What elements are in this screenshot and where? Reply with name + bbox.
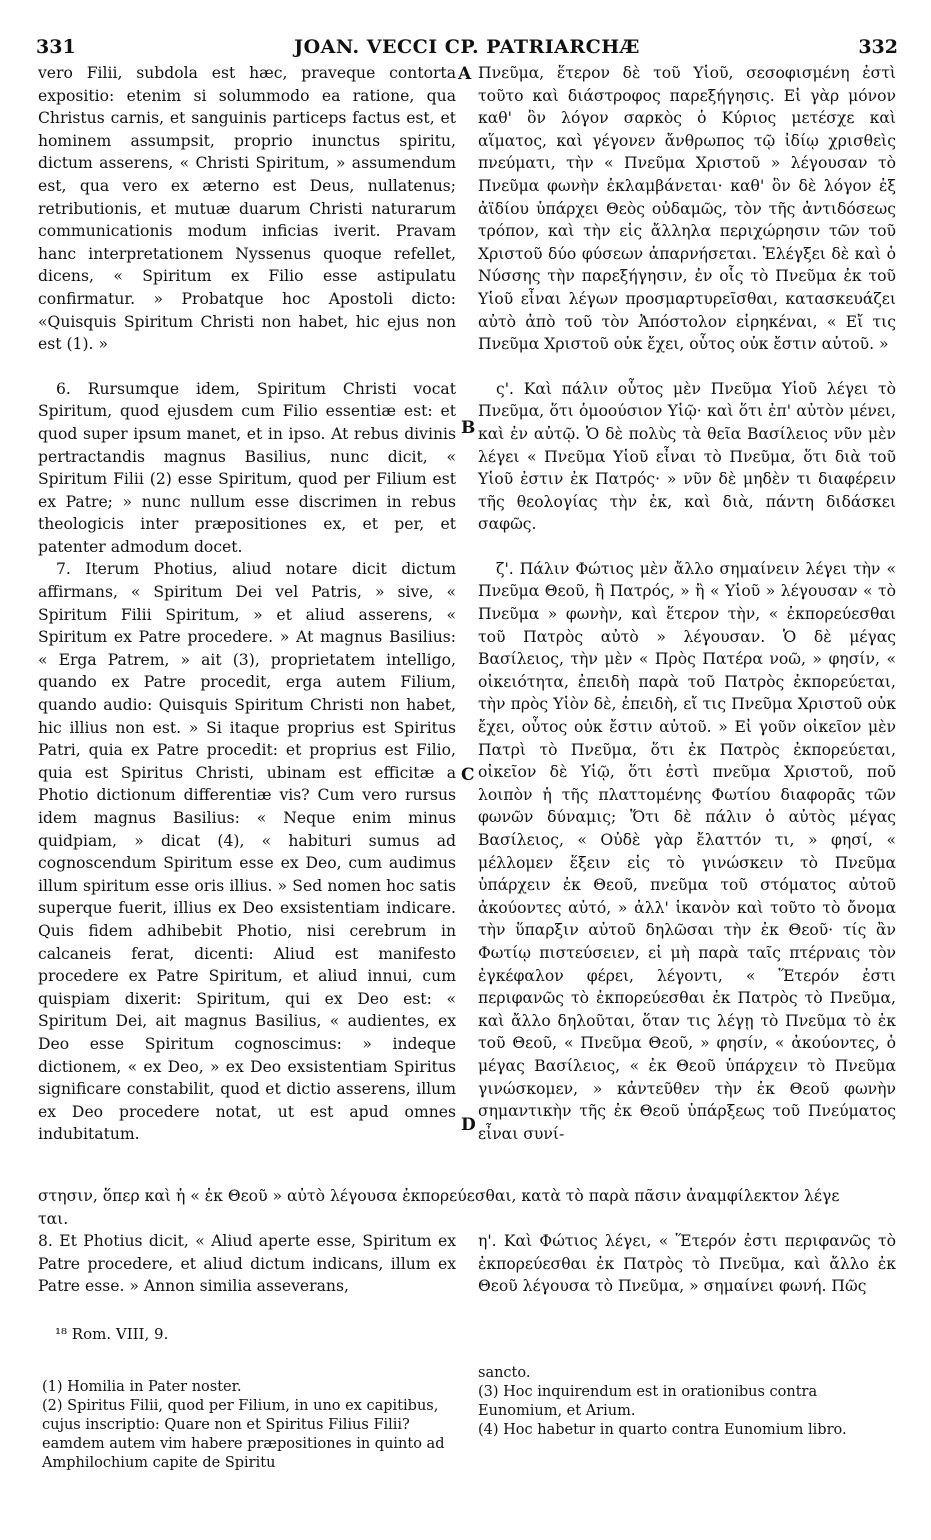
- margin-marker-a: A: [458, 64, 472, 84]
- spanning-greek-line: [38, 1185, 898, 1230]
- footnote-1: (1) Homilia in Pater noster.: [42, 1379, 242, 1395]
- latin-paragraph-8-text: 8. Et Photius dicit, « Aliud aperte esse, Spiritum ex Patre procedere, et aliud dictum indicans, illum ex Patre esse. » Annon similia asseverans,: [38, 1232, 456, 1296]
- spanning-line-2: ται.: [38, 1209, 69, 1228]
- footnote-2: (2) Spiritus Filii, quod per Filium, in uno ex capitibus, cujus inscriptio: Quare non et Spiritus Filius Filii? eamdem autem vim habere præpositiones in quinto ad Amphilochium capite de Spiritu: [42, 1398, 445, 1471]
- running-title: JOAN. VECCI CP. PATRIARCHÆ: [294, 36, 640, 58]
- margin-marker-d: D: [461, 1115, 476, 1135]
- scripture-reference: ¹⁸ Rom. VIII, 9.: [55, 1325, 169, 1343]
- margin-marker-b: B: [461, 418, 476, 438]
- footnote-2-continued: sancto.: [478, 1365, 531, 1381]
- footnote-4: (4) Hoc habetur in quarto contra Eunomium libro.: [478, 1422, 847, 1438]
- greek-paragraph-7: ζ'. Πάλιν Φώτιος μὲν ἄλλο σημαίνειν λέγει τὴν « Πνεῦμα Θεοῦ, ἢ Πατρός, » ἢ « Υἱοῦ » λέγουσαν « τὸ Πνεῦμα » φωνὴν, καὶ ἕτερον τὴν, « ἐκπορεύεσθαι τοῦ Πατρὸς αὐτὸ » λέγουσαν. Ὁ δὲ μέγας Βασίλειος, τὴν μὲν « Πρὸς Πατέρα νοῶ, » φησίν, « οἰκειότητα, ἐπειδὴ παρὰ τοῦ Πατρὸς ἐκπορεύεται, τὴν πρὸς Υἱὸν δὲ, ἐπειδὴ, εἴ τις Πνεῦμα Χριστοῦ οὐκ ἔχει, οὗτος οὐκ ἔστιν αὐτοῦ. » Εἰ γοῦν οἰκεῖον μὲν Πατρὶ τὸ Πνεῦμα, ὅτι ἐκ Πατρὸς ἐκπορεύεται, οἰκεῖον δὲ Υἱῷ, ὅτι ἐστὶ πνεῦμα Χριστοῦ, ποῦ λοιπὸν ἡ τῆς πλαττομένης Φωτίου διαφορᾶς τῶν φωνῶν δύναμις; Ὅτι δὲ πάλιν ὁ αὐτὸς μέγας Βασίλειος, « Οὐδὲ γὰρ ἔλαττόν τι, » φησί, « μέλλομεν ἕξειν εἰς τὸ γινώσκειν τὸ Πνεῦμα ὑπάρχειν ἐκ Θεοῦ, πνεῦμα τοῦ στόματος αὐτοῦ ἀκούοντες αὐτό, » ἀλλ' ἱκανὸν καὶ τοῦτο τὸ ὄνομα τὴν ὕπαρξιν αὐτοῦ δηλῶσαι τὴν ἐκ Θεοῦ· τίς ἂν Φωτίῳ πιστεύσειεν, εἰ μὴ παρὰ ταῖς πτέρναις τὸν ἐγκέφαλον φέρει, λέγοντι, « Ἕτερόν ἐστι περιφανῶς τὸ ἐκπορεύεσθαι ἐκ Πατρὸς τὸ Πνεῦμα, καὶ ἄλλο δηλοῦται, ὅταν τις λέγῃ τὸ Πνεῦμα τὸ ἐκ τοῦ Θεοῦ, « Πνεῦμα Θεοῦ, » φησίν, « ἀκούοντες, ὁ μέγας Βασίλειος, « ἐκ Θεοῦ ὑπάρχειν τὸ Πνεῦμα γινώσκομεν, » κἀντεῦθεν τὴν ἐκ Θεοῦ φωνὴν σημαντικὴν τῆς ἐκ Θεοῦ ὑπάρξεως τοῦ Πνεύματος εἶναι συνί-: [478, 559, 896, 1143]
- latin-paragraph-6: 6. Rursumque idem, Spiritum Christi vocat Spiritum, quod ejusdem cum Filio essentiæ est: et quod super ipsum manet, et in ipso. At rebus divinis pertractandis magnus Basilius, nunc dicit, « Spiritum Filii (2) esse Spiritum, quod per Filium est ex Patre; » nunc nullum esse discrimen in rebus theologicis inter præpositiones ex, et per, et patenter admodum docet.: [38, 379, 456, 556]
- latin-paragraph-7: 7. Iterum Photius, aliud notare dicit dictum affirmans, « Spiritum Dei vel Patris, » sive, « Spiritum Filii Spiritum, » et aliud asserens, « Spiritum ex Patre procedere. » At magnus Basilius: « Erga Patrem, » ait (3), proprietatem intelligo, quando ex Patre procedit, erga autem Filium, quando audio: Quisquis Spiritum Christi non habet, hic illius non est. » Si itaque proprius est Spiritus Patri, quia ex Patre procedit: et proprius est Filio, quia est Spiritus Christi, ubinam est efficitæ a Photio dictionum differentiæ vis? Cum vero rursus idem magnus Basilius: « Neque enim minus quidpiam, » dicat (4), « habituri sumus ad cognoscendum Spiritum esse ex Deo, cum audimus illum spiritum esse oris illius. » Sed nomen hoc satis superque fuerit, illius ex Deo exsistentiam indicare. Quis fidem adhibebit Photio, nisi cerebrum in calcaneis ferat, dicenti: Aliud est manifesto procedere ex Patre Spiritum, et aliud innui, cum quispiam dixerit: Spiritum, qui ex Deo est: « Spiritum Dei, ait magnus Basilius, « audientes, ex Deo esse Spiritum cognoscimus: » indeque dictionem, « ex Deo, » ex Deo exsistentiam Spiritus significare constabilit, quod et dictio asserens, illum ex Deo procedere notat, ut est apud omnes indubitatum.: [38, 560, 456, 1144]
- margin-marker-c: C: [461, 765, 475, 785]
- greek-paragraph-5: Πνεῦμα, ἕτερον δὲ τοῦ Υἱοῦ, σεσοφισμένη ἐστὶ τοῦτο καὶ διάστροφος παρεξήγησις. Εἰ γὰρ μόνον καθ' ὃν λόγον σαρκὸς ὁ Κύριος μετέσχε καὶ αἵματος, καὶ γέγονεν ἄνθρωπος τῷ ἰδίῳ χρισθεὶς πνεύματι, τὴν « Πνεῦμα Χριστοῦ » λέγουσαν τὸ Πνεῦμα φωνὴν ἐκλαμβάνεται· καθ' ὃν δὲ λόγον ἐξ ἀϊδίου ὑπάρχει Θεὸς οὐδαμῶς, τὸν τῆς ἀντιδόσεως τρόπον, καὶ τὴν εἰς ἄλληλα περιχώρησιν τῶν τοῦ Χριστοῦ δύο φύσεων ἀπαρνήσεται. Ἐλέγξει δὲ καὶ ὁ Νύσσης τὴν παρεξήγησιν, ἐν οἷς τὸ Πνεῦμα ἐκ τοῦ Υἱοῦ εἶναι λέγων προσμαρτυρεῖσθαι, κατασκευάζει αὐτὸ ἀπὸ τοῦ τὸν Ἀπόστολον εἰρηκέναι, « Εἴ τις Πνεῦμα Χριστοῦ οὐκ ἔχει, οὗτος οὐκ ἔστιν αὐτοῦ. »: [478, 64, 896, 354]
- footnotes-right: [478, 1364, 896, 1440]
- spanning-line-1: στησιν, ὅπερ καὶ ἡ « ἐκ Θεοῦ » αὐτὸ λέγουσα ἐκπορεύεσθαι, κατὰ τὸ παρὰ πᾶσιν ἀναμφίλεκτον λέγε: [38, 1187, 840, 1205]
- greek-column: [478, 62, 896, 1145]
- footnote-3: (3) Hoc inquirendum est in orationibus contra Eunomium, et Arium.: [478, 1384, 818, 1419]
- greek-paragraph-8: [478, 1230, 896, 1298]
- latin-column: [38, 62, 456, 1146]
- running-header: [36, 36, 898, 58]
- greek-paragraph-6: ς'. Καὶ πάλιν οὗτος μὲν Πνεῦμα Υἱοῦ λέγει τὸ Πνεῦμα, ὅτι ὁμοούσιον Υἱῷ· καὶ ὅτι ἐπ' αὐτὸν μένει, καὶ ἐν αὐτῷ. Ὁ δὲ πολὺς τὰ θεῖα Βασίλειος νῦν μὲν λέγει « Πνεῦμα Υἱοῦ εἶναι τὸ Πνεῦμα, ὅτι διὰ τοῦ Υἱοῦ ἐστιν ἐκ Πατρός· » νῦν δὲ μηδὲν τι διαφέρειν τῆς θεολογίας τὴν ἐκ, καὶ διὰ, πάντη διδάσκει σαφῶς.: [478, 379, 896, 534]
- latin-paragraph-8: [38, 1230, 456, 1298]
- footnotes-left: [42, 1378, 454, 1473]
- page-number-right: 332: [858, 36, 898, 58]
- greek-paragraph-8-text: η'. Καὶ Φώτιος λέγει, « Ἕτερόν ἐστι περιφανῶς τὸ ἐκπορεύεσθαι ἐκ Πατρὸς τὸ Πνεῦμα, καὶ ἄλλο ἐκ Θεοῦ λέγουσα τὸ Πνεῦμα, » σημαίνει φωνή. Πῶς: [478, 1232, 896, 1296]
- latin-paragraph-5: vero Filii, subdola est hæc, praveque contorta expositio: etenim si solummodo ea ratione, qua Christus carnis, et sanguinis particeps factus est, et hominem assumpsit, proprio inunctus spiritu, dictum asserens, « Christi Spiritum, » assumendum est, qua vero ex æterno est Deus, nullatenus; retributionis, et mutuæ duarum Christi naturarum communicationis modum inficias iverit. Pravam hanc interpretationem Nyssenus quoque refellet, dicens, « Spiritum ex Filio esse astipulatu confirmatur. » Probatque hoc Apostoli dicto: «Quisquis Spiritum Christi non habet, hic ejus non est (1). »: [38, 64, 456, 354]
- page-number-left: 331: [36, 36, 76, 58]
